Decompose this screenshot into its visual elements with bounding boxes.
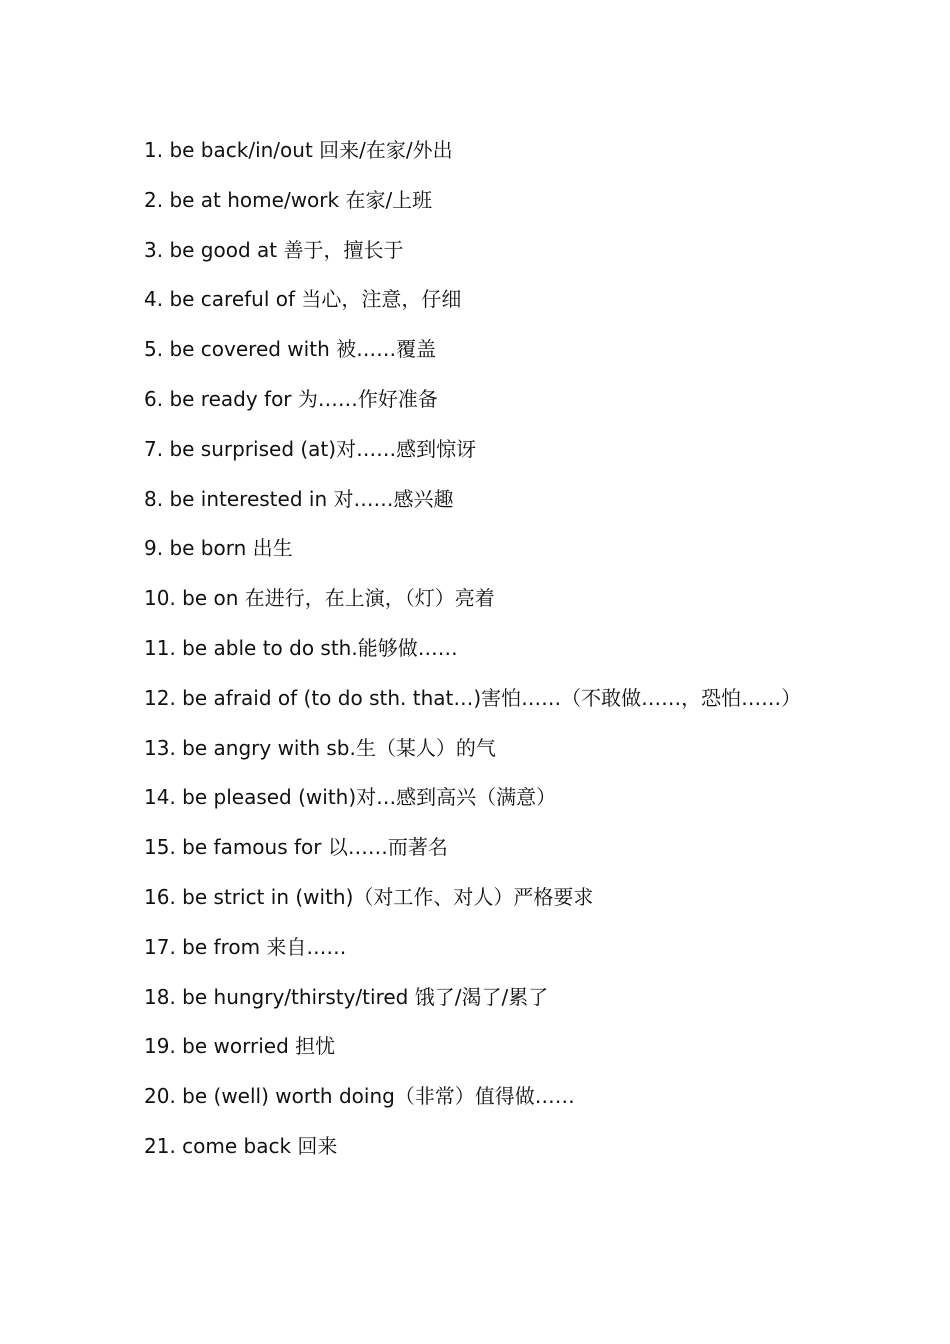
list-item: 21. come back 回来 <box>144 1133 338 1158</box>
list-item: 13. be angry with sb.生（某人）的气 <box>144 735 496 760</box>
list-item: 12. be afraid of (to do sth. that…)害怕……（不敢做……，恐怕……） <box>144 685 802 710</box>
list-item: 10. be on 在进行，在上演，（灯）亮着 <box>144 586 495 611</box>
list-item: 14. be pleased (with)对…感到高兴（满意） <box>144 785 557 810</box>
list-item: 3. be good at 善于，擅长于 <box>144 237 404 262</box>
list-item: 16. be strict in (with)（对工作、对人）严格要求 <box>144 884 594 909</box>
list-item: 17. be from 来自…… <box>144 934 347 959</box>
list-item: 9. be born 出生 <box>144 536 293 561</box>
phrase-list <box>144 126 809 1172</box>
list-item: 5. be covered with 被……覆盖 <box>144 337 437 362</box>
list-item: 20. be (well) worth doing（非常）值得做…… <box>144 1084 575 1109</box>
list-item: 18. be hungry/thirsty/tired 饿了/渴了/累了 <box>144 984 549 1009</box>
list-item: 4. be careful of 当心，注意，仔细 <box>144 287 462 312</box>
list-item: 15. be famous for 以……而著名 <box>144 835 448 860</box>
list-item: 7. be surprised (at)对……感到惊讶 <box>144 436 477 461</box>
list-item: 2. be at home/work 在家/上班 <box>144 187 433 212</box>
list-item: 11. be able to do sth.能够做…… <box>144 635 458 660</box>
list-item: 8. be interested in 对……感兴趣 <box>144 486 454 511</box>
list-item: 19. be worried 担忧 <box>144 1034 336 1059</box>
list-item: 6. be ready for 为……作好准备 <box>144 386 438 411</box>
list-item: 1. be back/in/out 回来/在家/外出 <box>144 138 453 162</box>
